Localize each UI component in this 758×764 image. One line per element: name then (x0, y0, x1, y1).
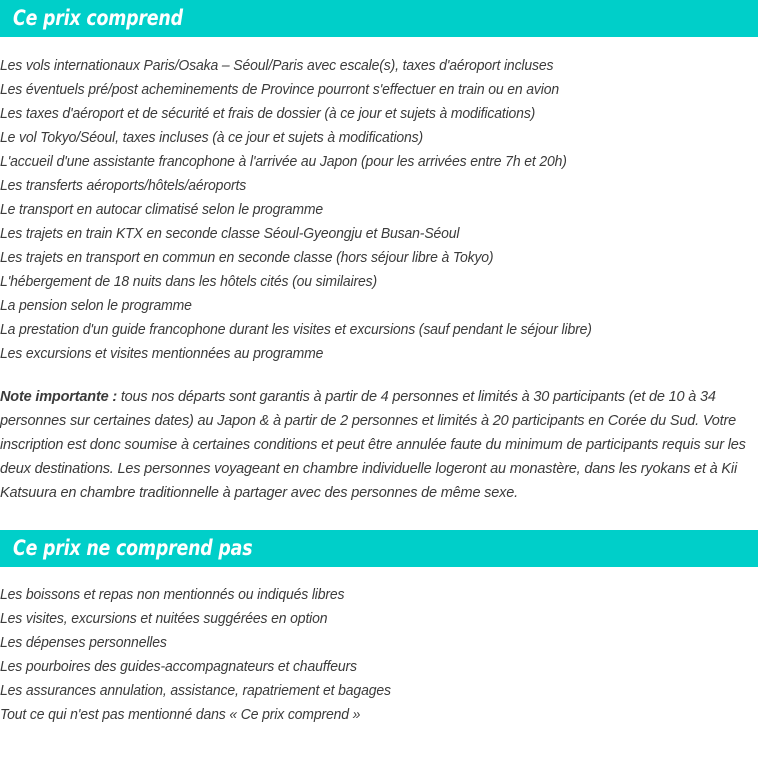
excludes-list (0, 567, 758, 727)
list-item: La prestation d'un guide francophone durant les visites et excursions (sauf pendant le séjour libre) (0, 322, 592, 338)
section-title-includes: Ce prix comprend (13, 6, 183, 30)
list-item: Les vols internationaux Paris/Osaka – Séoul/Paris avec escale(s), taxes d'aéroport incluses (0, 58, 554, 74)
section-header-includes (0, 0, 758, 37)
section-divider-spacer (0, 505, 758, 530)
list-item: Les trajets en train KTX en seconde classe Séoul-Gyeongju et Busan-Séoul (0, 226, 460, 242)
list-item: Les trajets en transport en commun en seconde classe (hors séjour libre à Tokyo) (0, 250, 494, 266)
important-note-body: tous nos départs sont garantis à partir de 4 personnes et limités à 30 participants (et de 10 à 34 personnes sur certaines dates) au Japon & à partir de 2 personnes et limités à 20 participants en Corée du Sud. Votre inscription est donc soumise à certaines conditions et peut être annulée faute du minimum de participants requis sur les deux destinations. Les personnes voyageant en chambre individuelle logeront au monastère, dans les ryokans et à Kii Katsuura en chambre traditionnelle à partager avec des personnes de même sexe. (0, 389, 746, 501)
list-item: Le vol Tokyo/Séoul, taxes incluses (à ce jour et sujets à modifications) (0, 130, 424, 146)
list-item: Les boissons et repas non mentionnés ou indiqués libres (0, 587, 345, 603)
list-item: Les visites, excursions et nuitées suggérées en option (0, 611, 328, 627)
list-item: Les éventuels pré/post acheminements de Province pourront s'effectuer en train ou en avion (0, 82, 560, 98)
important-note (0, 366, 752, 505)
list-item: Les dépenses personnelles (0, 635, 167, 651)
list-item: Les excursions et visites mentionnées au programme (0, 346, 324, 362)
list-item: Les taxes d'aéroport et de sécurité et frais de dossier (à ce jour et sujets à modifications) (0, 106, 536, 122)
list-item: Tout ce qui n'est pas mentionné dans « Ce prix comprend » (0, 707, 361, 723)
list-item: Les pourboires des guides-accompagnateurs et chauffeurs (0, 659, 357, 675)
section-title-excludes: Ce prix ne comprend pas (13, 536, 253, 560)
list-item: Les transferts aéroports/hôtels/aéroports (0, 178, 247, 194)
list-item: Les assurances annulation, assistance, rapatriement et bagages (0, 683, 391, 699)
list-item: Le transport en autocar climatisé selon le programme (0, 202, 324, 218)
includes-list (0, 37, 758, 366)
section-header-excludes (0, 530, 758, 567)
list-item: La pension selon le programme (0, 298, 192, 314)
important-note-label: Note importante : (0, 389, 117, 405)
list-item: L'hébergement de 18 nuits dans les hôtels cités (ou similaires) (0, 274, 377, 290)
list-item: L'accueil d'une assistante francophone à l'arrivée au Japon (pour les arrivées entre 7h et 20h) (0, 154, 567, 170)
